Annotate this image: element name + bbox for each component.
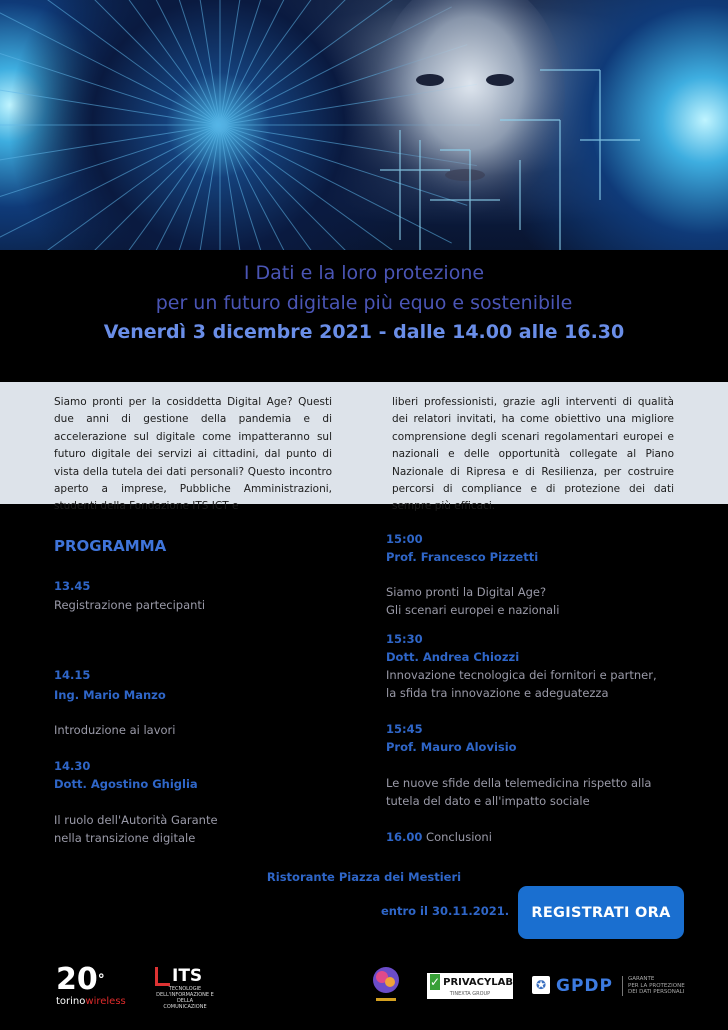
intro-col-2: liberi professionisti, grazie agli interventi di qualità dei relatori invitati, ha come obiettivo una migliore comprensione degli scenari regolamentari europei e nazionali e delle opportunità collegate al Piano Nazionale di Ripresa e di Resilienza, per costruire percorsi di compliance e di protezione dei dati sempre più efficaci. xyxy=(392,396,674,513)
speaker-ghiglia: Dott. Agostino Ghiglia xyxy=(54,777,198,791)
privacylab-sub: TINEXTA GROUP xyxy=(449,991,491,997)
title-line-2: per un futuro digitale più equo e sostenibile xyxy=(155,292,573,314)
desc-alovisio-1: Le nuove sfide della telemedicina rispetto alla xyxy=(386,776,652,790)
desc-registrazione: Registrazione partecipanti xyxy=(54,598,206,612)
desc-chiozzi-2: la sfida tra innovazione e adeguatezza xyxy=(386,686,609,700)
its-sub: TECNOLOGIE DELL'INFORMAZIONE E DELLA COMUNICAZIONE xyxy=(156,986,214,1010)
desc-chiozzi-1: Innovazione tecnologica dei fornitori e partner, xyxy=(386,668,657,682)
desc-pizzetti-2: Gli scenari europei e nazionali xyxy=(386,603,560,617)
conclusioni xyxy=(386,829,492,846)
desc-pizzetti-1: Siamo pronti la Digital Age? xyxy=(386,585,547,599)
desc-ghiglia-2: nella transizione digitale xyxy=(54,831,196,845)
gpdp-divider xyxy=(622,976,623,996)
emblem-icon: ✪ xyxy=(532,976,550,994)
venue: Ristorante Piazza dei Mestieri xyxy=(266,870,462,884)
desc-introduzione: Introduzione ai lavori xyxy=(54,723,176,737)
its-ict-logo[interactable] xyxy=(155,966,215,1016)
deadline: entro il 30.11.2021. xyxy=(381,904,510,918)
program-heading: PROGRAMMA xyxy=(54,537,167,555)
speaker-pizzetti: Prof. Francesco Pizzetti xyxy=(386,550,539,564)
its-mark-icon xyxy=(155,967,170,986)
desc-alovisio-2: tutela del dato e all'impatto sociale xyxy=(386,794,590,808)
hero-graphic xyxy=(0,0,728,250)
event-date: Venerdì 3 dicembre 2021 - dalle 14.00 alle 16.30 xyxy=(103,321,625,343)
gpdp-sub: GARANTE PER LA PROTEZIONE DEI DATI PERSONALI xyxy=(628,976,685,995)
gpdp-name: GPDP xyxy=(556,976,613,996)
time-1345: 13.45 xyxy=(54,579,91,593)
brain-logo[interactable] xyxy=(368,964,404,1008)
desc-conclusioni: Conclusioni xyxy=(426,830,492,844)
logo-20: 20° xyxy=(56,962,105,997)
speaker-chiozzi: Dott. Andrea Chiozzi xyxy=(386,650,520,664)
logo-torino-word: torinowireless xyxy=(56,996,126,1007)
title-line-1: I Dati e la loro protezione xyxy=(243,262,485,284)
time-1430: 14.30 xyxy=(54,759,91,773)
intro-col-1: Siamo pronti per la cosiddetta Digital Age? Questi due anni di gestione della pandemia e di accelerazione sul digitale come impatteranno sul futuro digitale dei servizi ai cittadini, dal punto di vista della tutela dei dati personali? Questo incontro aperto a imprese, Pubbliche Amministrazioni, studenti della Fondazione ITS ICT e xyxy=(54,396,332,513)
sponsor-logos xyxy=(0,960,728,1030)
its-name: ITS xyxy=(172,966,203,986)
check-icon: ✓ xyxy=(430,975,441,989)
privacylab-logo[interactable] xyxy=(427,973,513,999)
time-1530: 15:30 xyxy=(386,632,423,646)
time-1600: 16.00 xyxy=(386,830,423,844)
torino-wireless-logo[interactable] xyxy=(56,962,126,1020)
time-1500: 15:00 xyxy=(386,532,423,546)
speaker-alovisio: Prof. Mauro Alovisio xyxy=(386,740,517,754)
desc-ghiglia-1: Il ruolo dell'Autorità Garante xyxy=(54,813,218,827)
brain-icon xyxy=(368,964,404,1008)
intro-band xyxy=(0,382,728,513)
time-1415: 14.15 xyxy=(54,668,91,682)
speaker-manzo: Ing. Mario Manzo xyxy=(54,688,166,702)
gpdp-logo[interactable] xyxy=(532,974,702,1000)
privacylab-name: PRIVACYLAB xyxy=(443,976,513,988)
hero-image xyxy=(0,0,728,250)
time-1545: 15:45 xyxy=(386,722,423,736)
register-button[interactable]: REGISTRATI ORA xyxy=(518,886,684,939)
